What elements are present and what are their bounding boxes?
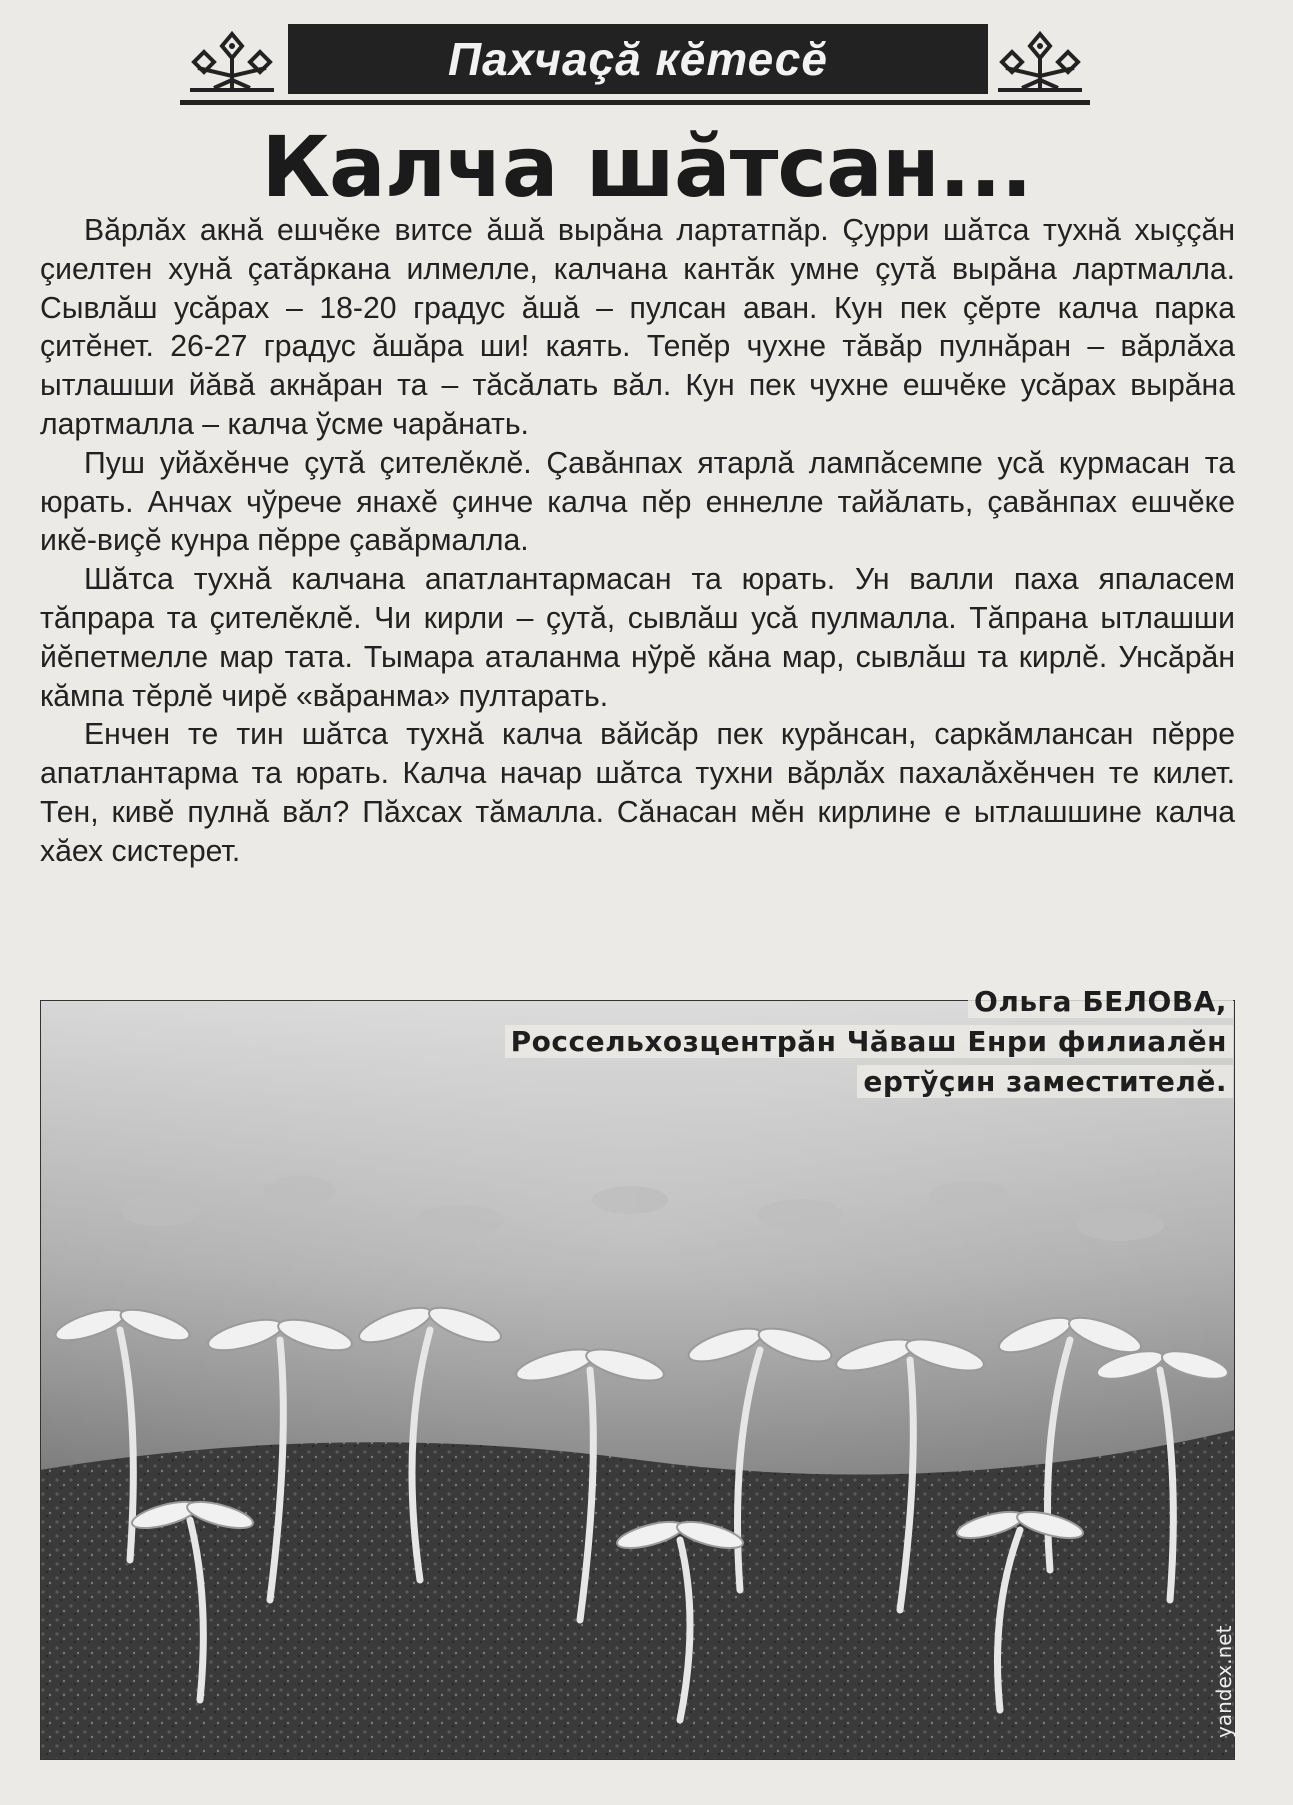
author-affiliation: Россельхозцентрăн Чăваш Енри филиалĕн xyxy=(505,1025,1233,1058)
photo-credit: yandex.net xyxy=(1212,1625,1236,1738)
article-paragraph: Енчен те тин шăтса тухнă калча вăйсăр пек курăнсан, саркăмлансан пĕрре апатлантарма та юрать. Калча начар шăтса тухни вăрлăх пахалăхĕнчен те килет. Тен, кивĕ пулнă вăл? Пăхсах тăмалла. Сăнасан мĕн кирлине е ытлашшине калча хăех систерет. xyxy=(40,718,1235,868)
article-title: Калча шăтсан... xyxy=(261,118,1032,216)
article-body xyxy=(40,212,1235,872)
chuvash-ornament-icon xyxy=(184,28,280,98)
article-byline xyxy=(333,982,1233,1102)
rubric-label: Пахчаçă кĕтесĕ xyxy=(288,24,988,94)
article-paragraph: Шăтса тухнă калчана апатлантармасан та юрать. Ун валли паха япаласем тăпрара та çителĕклĕ. Чи кирли – çутă, сывлăш усă пулмалла. Тăпрана ытлашши йĕпетмелле мар тата. Тымара аталанма нўрĕ кăна мар, сывлăш та кирлĕ. Унсăрăн кăмпа тĕрлĕ чирĕ «вăранма» пултарать. xyxy=(40,563,1235,713)
author-name: Ольга БЕЛОВА, xyxy=(968,985,1233,1018)
author-position: ертўçин заместителĕ. xyxy=(857,1065,1233,1098)
rubric-header xyxy=(180,20,1090,110)
chuvash-ornament-icon xyxy=(992,28,1088,98)
rubric-underline xyxy=(180,100,1090,105)
seedlings-photo xyxy=(40,1000,1235,1760)
article-paragraph: Пуш уйăхĕнче çутă çителĕклĕ. Çавăнпах ятарлă лампăсемпе усă курмасан та юрать. Анчах чўрече янахĕ çинче калча пĕр еннелле тайăлать, çавăнпах ешчĕке икĕ-виçĕ кунра пĕрре çавăрмалла. xyxy=(40,446,1235,558)
article-paragraph: Вăрлăх акнă ешчĕке витсе ăшă вырăна лартатпăр. Çурри шăтса тухнă хыççăн çиелтен хунă çатăркана илмелле, калчана кантăк умне çутă вырăна лартмалла. Сывлăш усăрах – 18-20 градус ăшă – пулсан аван. Кун пек çĕрте калча парка çитĕнет. 26-27 градус ăшăра ши! каять. Тепĕр чухне тăвăр пулнăран – вăрлăха ытлашши йăвă акнăран та – тăсăлать вăл. Кун пек чухне ешчĕке усăрах вырăна лартмалла – калча ўсме чарăнать. xyxy=(40,214,1235,441)
